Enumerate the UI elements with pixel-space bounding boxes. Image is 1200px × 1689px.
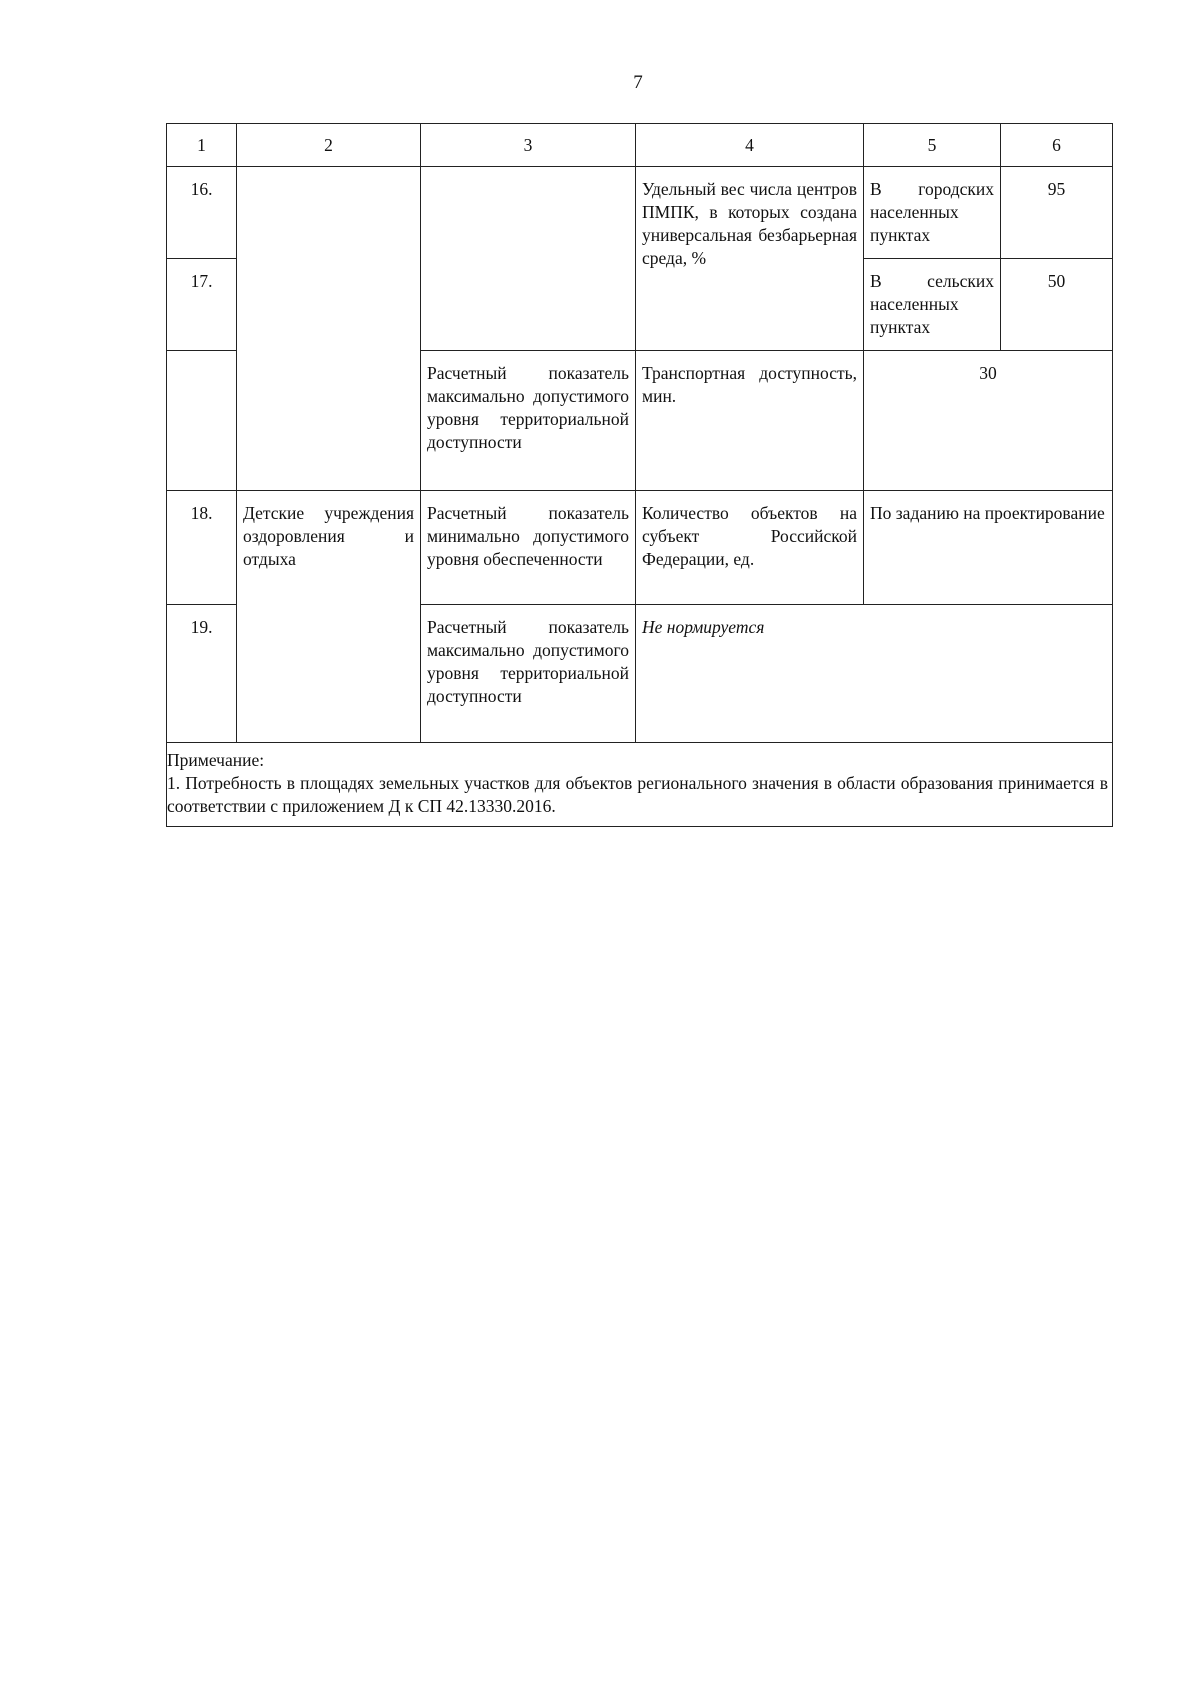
value-cell: 30 xyxy=(864,351,1113,491)
row-number: 18. xyxy=(167,491,237,605)
value-cell: 50 xyxy=(1001,259,1113,351)
indicator-type-cell-empty xyxy=(421,167,636,351)
page-number: 7 xyxy=(633,72,643,93)
table-note-row xyxy=(167,743,1113,827)
column-number-1: 1 xyxy=(167,124,237,167)
column-number-4: 4 xyxy=(636,124,864,167)
value-cell: 95 xyxy=(1001,167,1113,259)
column-number-3: 3 xyxy=(421,124,636,167)
object-cell-empty xyxy=(237,167,421,491)
column-number-5: 5 xyxy=(864,124,1001,167)
indicator-name-cell: Не нормируется xyxy=(636,605,1113,743)
column-number-2: 2 xyxy=(237,124,421,167)
table-header-row xyxy=(167,124,1113,167)
standards-table xyxy=(166,123,1113,827)
indicator-name-cell: Количество объектов на субъект Российской Федерации, ед. xyxy=(636,491,864,605)
settlement-type-cell: В городских населенных пунктах xyxy=(864,167,1001,259)
table-row-16 xyxy=(167,167,1113,259)
indicator-name-cell: Удельный вес числа центров ПМПК, в которых создана универсальная безбарьерная среда, % xyxy=(636,167,864,351)
note-title: Примечание: xyxy=(167,750,265,770)
indicator-type-cell: Расчетный показатель минимально допустимого уровня обеспеченности xyxy=(421,491,636,605)
note-text: 1. Потребность в площадях земельных участков для объектов регионального значения в области образования принимается в соответствии с приложением Д к СП 42.13330.2016. xyxy=(167,773,1108,816)
row-number xyxy=(167,351,237,491)
row-number: 16. xyxy=(167,167,237,259)
row-number: 19. xyxy=(167,605,237,743)
settlement-type-cell: В сельских населенных пунктах xyxy=(864,259,1001,351)
object-cell: Детские учреждения оздоровления и отдыха xyxy=(237,491,421,743)
note-cell xyxy=(167,743,1113,827)
indicator-type-cell: Расчетный показатель максимально допустимого уровня территориальной доступности xyxy=(421,351,636,491)
table-row-18 xyxy=(167,491,1113,605)
indicator-name-cell: Транспортная доступность, мин. xyxy=(636,351,864,491)
indicator-type-cell: Расчетный показатель максимально допустимого уровня территориальной доступности xyxy=(421,605,636,743)
value-cell: По заданию на проектирование xyxy=(864,491,1113,605)
column-number-6: 6 xyxy=(1001,124,1113,167)
row-number: 17. xyxy=(167,259,237,351)
